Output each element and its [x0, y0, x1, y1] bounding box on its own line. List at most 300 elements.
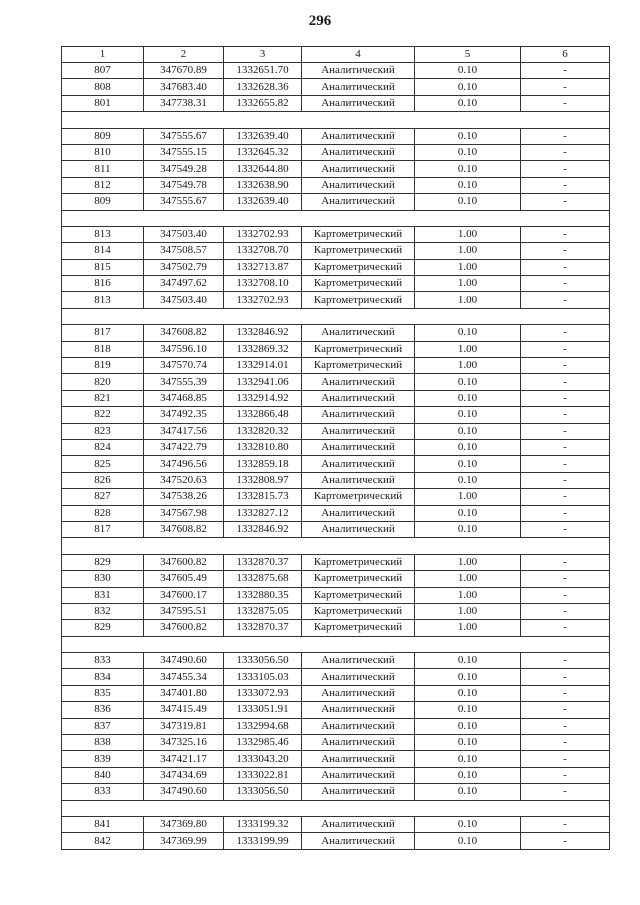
table-cell: - — [521, 161, 610, 177]
empty-cell — [62, 800, 610, 816]
table-cell: 347492.35 — [144, 407, 224, 423]
table-cell: 1332713.87 — [224, 259, 302, 275]
table-cell: 830 — [62, 571, 144, 587]
table-cell: 829 — [62, 620, 144, 636]
table-cell: Аналитический — [302, 390, 415, 406]
empty-cell — [62, 636, 610, 652]
table-row — [62, 718, 610, 734]
table-cell: 826 — [62, 472, 144, 488]
column-header: 4 — [302, 47, 415, 63]
table-cell: 821 — [62, 390, 144, 406]
table-cell: 347502.79 — [144, 259, 224, 275]
table-cell: 1332810.80 — [224, 439, 302, 455]
table-cell: 0.10 — [415, 833, 521, 849]
table-cell: - — [521, 276, 610, 292]
table-cell: - — [521, 735, 610, 751]
table-cell: Картометрический — [302, 489, 415, 505]
table-cell: 0.10 — [415, 669, 521, 685]
table-row — [62, 620, 610, 636]
table-header-row — [62, 47, 610, 63]
table-cell: 813 — [62, 226, 144, 242]
table-row — [62, 358, 610, 374]
table-cell: 818 — [62, 341, 144, 357]
table-row — [62, 456, 610, 472]
table-cell: Аналитический — [302, 374, 415, 390]
table-row — [62, 194, 610, 210]
table-cell: Аналитический — [302, 784, 415, 800]
table-cell: - — [521, 521, 610, 537]
table-cell: Картометрический — [302, 554, 415, 570]
table-cell: 1.00 — [415, 489, 521, 505]
table-cell: 347422.79 — [144, 439, 224, 455]
table-cell: 841 — [62, 816, 144, 832]
table-cell: 1332941.06 — [224, 374, 302, 390]
table-cell: 1332645.32 — [224, 144, 302, 160]
table-row-empty — [62, 210, 610, 226]
table-cell: 347369.99 — [144, 833, 224, 849]
column-header: 2 — [144, 47, 224, 63]
table-cell: Картометрический — [302, 603, 415, 619]
table-cell: 1.00 — [415, 292, 521, 308]
table-cell: Аналитический — [302, 95, 415, 111]
table-cell: - — [521, 489, 610, 505]
table-cell: 1.00 — [415, 587, 521, 603]
table-cell: 842 — [62, 833, 144, 849]
table-cell: 1.00 — [415, 358, 521, 374]
table-cell: 1332638.90 — [224, 177, 302, 193]
table-row — [62, 702, 610, 718]
table-cell: Аналитический — [302, 767, 415, 783]
table-cell: Картометрический — [302, 620, 415, 636]
table-row — [62, 292, 610, 308]
table-cell: 1333072.93 — [224, 685, 302, 701]
table-cell: - — [521, 194, 610, 210]
table-cell: - — [521, 603, 610, 619]
table-cell: 347434.69 — [144, 767, 224, 783]
table-cell: 347497.62 — [144, 276, 224, 292]
table-cell: Аналитический — [302, 521, 415, 537]
table-row — [62, 587, 610, 603]
table-row — [62, 653, 610, 669]
table-row — [62, 161, 610, 177]
table-row — [62, 833, 610, 849]
table-cell: 0.10 — [415, 194, 521, 210]
table-cell: 813 — [62, 292, 144, 308]
column-header: 3 — [224, 47, 302, 63]
column-header: 1 — [62, 47, 144, 63]
table-cell: Аналитический — [302, 63, 415, 79]
table-cell: - — [521, 472, 610, 488]
table-cell: Аналитический — [302, 79, 415, 95]
table-cell: 1332644.80 — [224, 161, 302, 177]
table-cell: 810 — [62, 144, 144, 160]
table-cell: 347600.82 — [144, 554, 224, 570]
table-cell: 347608.82 — [144, 325, 224, 341]
table-cell: 347555.15 — [144, 144, 224, 160]
table-cell: 824 — [62, 439, 144, 455]
table-cell: - — [521, 358, 610, 374]
table-cell: 1332846.92 — [224, 325, 302, 341]
table-cell: 1333022.81 — [224, 767, 302, 783]
table-cell: 0.10 — [415, 63, 521, 79]
table-cell: 347468.85 — [144, 390, 224, 406]
table-cell: Картометрический — [302, 259, 415, 275]
table-cell: 347520.63 — [144, 472, 224, 488]
table-cell: 1332846.92 — [224, 521, 302, 537]
table-cell: 0.10 — [415, 456, 521, 472]
table-cell: 1332628.36 — [224, 79, 302, 95]
table-cell: 815 — [62, 259, 144, 275]
table-cell: 1333199.32 — [224, 816, 302, 832]
table-cell: 347549.28 — [144, 161, 224, 177]
table-cell: Аналитический — [302, 718, 415, 734]
empty-cell — [62, 210, 610, 226]
table-cell: 347738.31 — [144, 95, 224, 111]
table-cell: 0.10 — [415, 718, 521, 734]
table-cell: - — [521, 374, 610, 390]
table-cell: Аналитический — [302, 128, 415, 144]
table-cell: 835 — [62, 685, 144, 701]
table-row — [62, 128, 610, 144]
table-cell: 1332820.32 — [224, 423, 302, 439]
table-cell: - — [521, 79, 610, 95]
table-cell: - — [521, 292, 610, 308]
table-row — [62, 472, 610, 488]
table-cell: 1332869.32 — [224, 341, 302, 357]
table-cell: 1332639.40 — [224, 194, 302, 210]
table-cell: 0.10 — [415, 784, 521, 800]
table-cell: 1333051.91 — [224, 702, 302, 718]
table-cell: - — [521, 554, 610, 570]
table-cell: 1332914.92 — [224, 390, 302, 406]
table-body — [62, 63, 610, 850]
table-cell: 347683.40 — [144, 79, 224, 95]
table-cell: 831 — [62, 587, 144, 603]
table-cell: 807 — [62, 63, 144, 79]
table-row — [62, 521, 610, 537]
table-cell: 347555.67 — [144, 128, 224, 144]
table-cell: Аналитический — [302, 735, 415, 751]
table-row — [62, 439, 610, 455]
table-cell: Аналитический — [302, 472, 415, 488]
table-cell: - — [521, 341, 610, 357]
table-cell: - — [521, 685, 610, 701]
table-cell: - — [521, 669, 610, 685]
table-cell: - — [521, 390, 610, 406]
table-cell: - — [521, 505, 610, 521]
table-cell: Аналитический — [302, 194, 415, 210]
table-cell: Аналитический — [302, 653, 415, 669]
table-cell: 827 — [62, 489, 144, 505]
table-cell: 1.00 — [415, 259, 521, 275]
table-cell: 1332702.93 — [224, 292, 302, 308]
table-cell: - — [521, 177, 610, 193]
table-cell: Картометрический — [302, 292, 415, 308]
table-cell: 811 — [62, 161, 144, 177]
table-cell: Аналитический — [302, 407, 415, 423]
table-cell: 1333199.99 — [224, 833, 302, 849]
table-cell: 836 — [62, 702, 144, 718]
table-cell: - — [521, 751, 610, 767]
table-cell: 347670.89 — [144, 63, 224, 79]
table-cell: 825 — [62, 456, 144, 472]
table-cell: 1332985.46 — [224, 735, 302, 751]
table-row — [62, 751, 610, 767]
table-cell: 1.00 — [415, 243, 521, 259]
table-cell: 837 — [62, 718, 144, 734]
table-cell: 347417.56 — [144, 423, 224, 439]
table-cell: 823 — [62, 423, 144, 439]
table-cell: 1333056.50 — [224, 653, 302, 669]
table-cell: 347490.60 — [144, 784, 224, 800]
table-cell: 347455.34 — [144, 669, 224, 685]
table-row-empty — [62, 112, 610, 128]
table-cell: 809 — [62, 194, 144, 210]
table-cell: 0.10 — [415, 472, 521, 488]
table-cell: 1.00 — [415, 341, 521, 357]
table-cell: - — [521, 571, 610, 587]
column-header: 5 — [415, 47, 521, 63]
table-cell: 347508.57 — [144, 243, 224, 259]
table-cell: - — [521, 718, 610, 734]
table-cell: 347319.81 — [144, 718, 224, 734]
table-row — [62, 685, 610, 701]
table-cell: 1332708.70 — [224, 243, 302, 259]
table-cell: Картометрический — [302, 243, 415, 259]
table-cell: - — [521, 767, 610, 783]
table-cell: 820 — [62, 374, 144, 390]
table-row — [62, 144, 610, 160]
table-cell: 1.00 — [415, 571, 521, 587]
table-cell: 819 — [62, 358, 144, 374]
table-cell: 817 — [62, 325, 144, 341]
table-row — [62, 603, 610, 619]
table-cell: 0.10 — [415, 439, 521, 455]
table-cell: Аналитический — [302, 177, 415, 193]
table-cell: 832 — [62, 603, 144, 619]
table-cell: Аналитический — [302, 144, 415, 160]
table-cell: 1332827.12 — [224, 505, 302, 521]
table-cell: 1333043.20 — [224, 751, 302, 767]
table-cell: 1.00 — [415, 603, 521, 619]
table-cell: - — [521, 325, 610, 341]
table-cell: 347549.78 — [144, 177, 224, 193]
table-cell: 1333105.03 — [224, 669, 302, 685]
table-cell: Аналитический — [302, 702, 415, 718]
table-cell: Аналитический — [302, 161, 415, 177]
table-cell: 833 — [62, 784, 144, 800]
table-cell: 0.10 — [415, 685, 521, 701]
table-row — [62, 505, 610, 521]
page-number: 296 — [308, 13, 332, 29]
table-cell: 808 — [62, 79, 144, 95]
column-header: 6 — [521, 47, 610, 63]
table-cell: Аналитический — [302, 439, 415, 455]
table-cell: Картометрический — [302, 587, 415, 603]
table-cell: 347538.26 — [144, 489, 224, 505]
table-row-empty — [62, 538, 610, 554]
table-cell: 812 — [62, 177, 144, 193]
table-cell: - — [521, 144, 610, 160]
table-row-empty — [62, 308, 610, 324]
table-cell: 0.10 — [415, 702, 521, 718]
table-row — [62, 276, 610, 292]
table-cell: 1332870.37 — [224, 620, 302, 636]
table-row — [62, 79, 610, 95]
table-row — [62, 390, 610, 406]
table-cell: 1332880.35 — [224, 587, 302, 603]
table-cell: 0.10 — [415, 407, 521, 423]
table-cell: 833 — [62, 653, 144, 669]
table-cell: Картометрический — [302, 341, 415, 357]
table-cell: - — [521, 587, 610, 603]
table-cell: Картометрический — [302, 571, 415, 587]
table-cell: 1.00 — [415, 554, 521, 570]
table-cell: 1332815.73 — [224, 489, 302, 505]
table-cell: 822 — [62, 407, 144, 423]
table-cell: 1332866.48 — [224, 407, 302, 423]
table-cell: 347415.49 — [144, 702, 224, 718]
table-cell: Аналитический — [302, 816, 415, 832]
table-cell: 834 — [62, 669, 144, 685]
table-cell: - — [521, 456, 610, 472]
table-cell: 0.10 — [415, 95, 521, 111]
table-cell: 0.10 — [415, 390, 521, 406]
table-cell: - — [521, 226, 610, 242]
table-cell: 801 — [62, 95, 144, 111]
table-row — [62, 95, 610, 111]
table-cell: 347570.74 — [144, 358, 224, 374]
coordinates-table — [61, 46, 610, 850]
table-cell: 0.10 — [415, 161, 521, 177]
table-row — [62, 669, 610, 685]
table-cell: Аналитический — [302, 505, 415, 521]
table-row — [62, 325, 610, 341]
table-cell: - — [521, 702, 610, 718]
empty-cell — [62, 112, 610, 128]
table-cell: 0.10 — [415, 653, 521, 669]
table-cell: - — [521, 407, 610, 423]
table-row — [62, 767, 610, 783]
table-cell: 347496.56 — [144, 456, 224, 472]
table-cell: 347503.40 — [144, 226, 224, 242]
table-cell: - — [521, 439, 610, 455]
table-cell: 1332875.05 — [224, 603, 302, 619]
table-cell: - — [521, 620, 610, 636]
table-cell: 816 — [62, 276, 144, 292]
table-cell: - — [521, 128, 610, 144]
table-cell: 1.00 — [415, 620, 521, 636]
table-cell: - — [521, 63, 610, 79]
table-cell: 1333056.50 — [224, 784, 302, 800]
table-cell: 829 — [62, 554, 144, 570]
table-row — [62, 554, 610, 570]
table-cell: 0.10 — [415, 751, 521, 767]
table-cell: 809 — [62, 128, 144, 144]
table-cell: 1332639.40 — [224, 128, 302, 144]
table-cell: 814 — [62, 243, 144, 259]
table-cell: 1332870.37 — [224, 554, 302, 570]
table-cell: Аналитический — [302, 833, 415, 849]
table-row — [62, 407, 610, 423]
table-cell: 0.10 — [415, 177, 521, 193]
table-cell: 1332875.68 — [224, 571, 302, 587]
table-cell: 817 — [62, 521, 144, 537]
table-cell: 347421.17 — [144, 751, 224, 767]
table-cell: - — [521, 784, 610, 800]
table-row — [62, 259, 610, 275]
table-cell: Аналитический — [302, 751, 415, 767]
table-cell: 347555.39 — [144, 374, 224, 390]
table-cell: 840 — [62, 767, 144, 783]
table-cell: 0.10 — [415, 374, 521, 390]
table-cell: 347596.10 — [144, 341, 224, 357]
table-cell: 347595.51 — [144, 603, 224, 619]
table-cell: - — [521, 243, 610, 259]
table-cell: 347325.16 — [144, 735, 224, 751]
table-cell: 838 — [62, 735, 144, 751]
empty-cell — [62, 538, 610, 554]
table-cell: Аналитический — [302, 423, 415, 439]
table-cell: 1332702.93 — [224, 226, 302, 242]
table-cell: 1332655.82 — [224, 95, 302, 111]
table-cell: 1.00 — [415, 226, 521, 242]
table-cell: 0.10 — [415, 735, 521, 751]
table-row — [62, 784, 610, 800]
table-cell: 1332914.01 — [224, 358, 302, 374]
table-cell: 347401.80 — [144, 685, 224, 701]
table-cell: 347503.40 — [144, 292, 224, 308]
table-cell: 1332708.10 — [224, 276, 302, 292]
table-cell: - — [521, 833, 610, 849]
table-cell: 0.10 — [415, 423, 521, 439]
table-row — [62, 341, 610, 357]
table-cell: 347600.82 — [144, 620, 224, 636]
table-cell: 1.00 — [415, 276, 521, 292]
table-row-empty — [62, 636, 610, 652]
table-cell: 347555.67 — [144, 194, 224, 210]
table-row — [62, 226, 610, 242]
table-cell: Аналитический — [302, 456, 415, 472]
table-cell: - — [521, 95, 610, 111]
table-cell: - — [521, 259, 610, 275]
table-row — [62, 735, 610, 751]
table-cell: 347608.82 — [144, 521, 224, 537]
table-cell: 0.10 — [415, 128, 521, 144]
table-cell: - — [521, 816, 610, 832]
table-cell: Картометрический — [302, 276, 415, 292]
table-cell: 0.10 — [415, 505, 521, 521]
table-cell: 0.10 — [415, 144, 521, 160]
table-cell: 0.10 — [415, 521, 521, 537]
table-cell: 1332651.70 — [224, 63, 302, 79]
empty-cell — [62, 308, 610, 324]
table-cell: - — [521, 653, 610, 669]
table-cell: 0.10 — [415, 816, 521, 832]
table-cell: Аналитический — [302, 685, 415, 701]
table-row-empty — [62, 800, 610, 816]
table-cell: 839 — [62, 751, 144, 767]
table-row — [62, 489, 610, 505]
table-cell: 828 — [62, 505, 144, 521]
table-cell: Картометрический — [302, 358, 415, 374]
table-cell: Картометрический — [302, 226, 415, 242]
table-row — [62, 374, 610, 390]
table-cell: 1332859.18 — [224, 456, 302, 472]
table-cell: 1332808.97 — [224, 472, 302, 488]
table-cell: 347567.98 — [144, 505, 224, 521]
table-cell: Аналитический — [302, 669, 415, 685]
